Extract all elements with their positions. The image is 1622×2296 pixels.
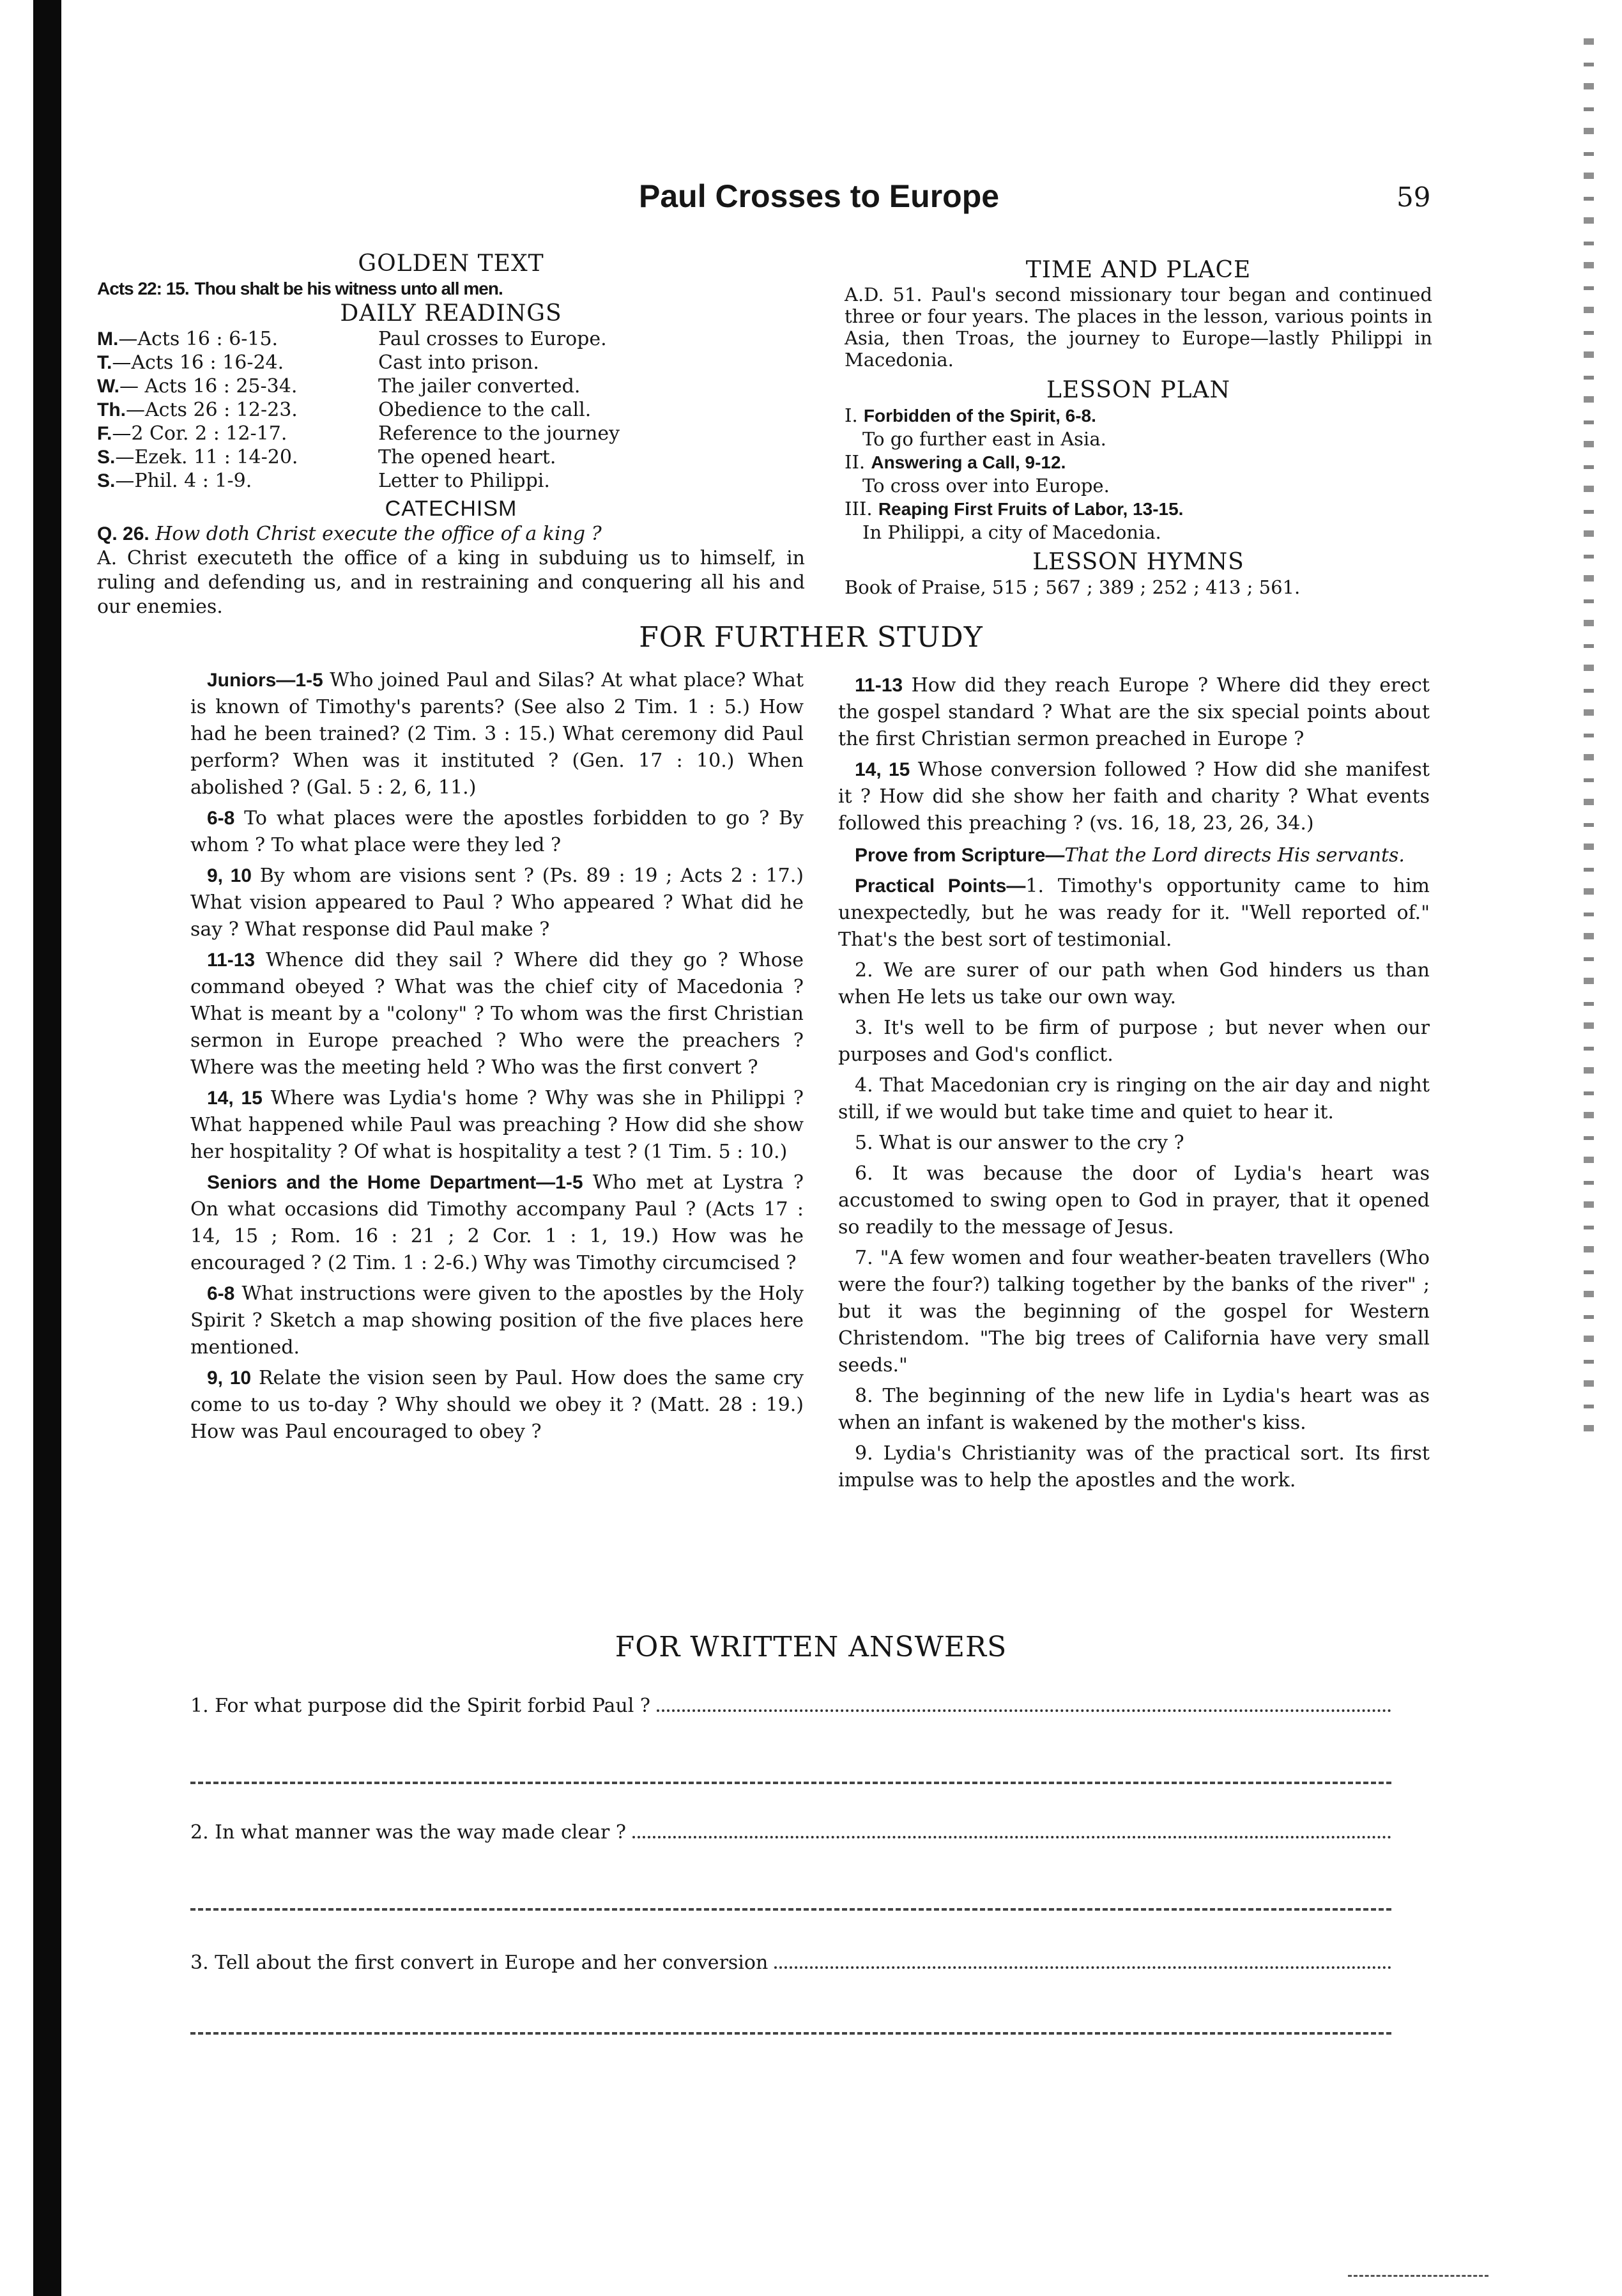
study-paragraph — [190, 1169, 804, 1277]
prove-from-scripture — [838, 842, 1430, 869]
golden-text-heading: GOLDEN TEXT — [358, 250, 544, 277]
lesson-plan-item — [845, 451, 1432, 474]
further-study-right-items — [838, 672, 1430, 837]
reading-ref — [97, 445, 378, 469]
reading-day: T. — [97, 352, 112, 373]
study-paragraph — [190, 805, 804, 859]
lesson-plan-num: I. — [845, 404, 858, 426]
answer-line[interactable] — [190, 1908, 1391, 1911]
reading-passage: —Acts 26 : 12-23. — [126, 399, 298, 421]
practical-point — [838, 1245, 1430, 1379]
reading-passage: — Acts 16 : 25-34. — [119, 375, 298, 397]
study-lead: Juniors—1-5 — [207, 670, 323, 691]
practical-point — [838, 1440, 1430, 1494]
page-edge-dash — [1348, 2275, 1488, 2277]
practical-point — [838, 1160, 1430, 1241]
study-paragraph — [190, 667, 804, 801]
study-lead: 11-13 — [207, 950, 256, 971]
lesson-plan-sub: To cross over into Europe. — [862, 475, 1110, 497]
practical-text: 1. Timothy's opportunity came to him unexpectedly, but he was ready for it. "Well reported of." That's the best sort of testimonial. — [838, 875, 1430, 951]
daily-readings-list — [97, 327, 805, 493]
reading-passage: —2 Cor. 2 : 12-17. — [112, 422, 287, 445]
study-lead: 14, 15 — [207, 1088, 263, 1109]
study-text: To what places were the apostles forbidden to go ? By whom ? To what place were they led ? — [190, 807, 804, 856]
reading-day: Th. — [97, 399, 126, 420]
reading-day: W. — [97, 376, 119, 397]
lesson-plan-title: Reaping First Fruits of Labor, 13-15. — [878, 499, 1184, 519]
reading-day: S. — [97, 447, 116, 468]
practical-text: 2. We are surer of our path when God hinders us than when He lets us take our own way. — [838, 959, 1430, 1008]
study-paragraph — [838, 757, 1430, 837]
further-study-left-column — [190, 667, 804, 1449]
reading-topic: Cast into prison. — [378, 351, 539, 374]
right-top-column — [845, 257, 1432, 599]
practical-point — [838, 1130, 1430, 1157]
practical-point — [838, 1072, 1430, 1126]
study-text: Who joined Paul and Silas? At what place? What is known of Timothy's parents? (See also 2 Tim. 1 : 5.) How had he been trained? (2 Tim. 3 : 15.) What ceremony did Paul perform? When was it instituted ? (Gen. 17 : 10.) When abolished ? (Gal. 5 : 2, 6, 11.) — [190, 669, 804, 799]
practical-points — [838, 873, 1430, 1494]
study-text: Who met at Lystra ? On what occasions did Timothy accompany Paul ? (Acts 17 : 14, 15 ; Rom. 16 : 21 ; 2 Cor. 1 : 1, 19.) How was he encouraged ? (2 Tim. 1 : 2-6.) Why was Timothy circumcised ? — [190, 1171, 804, 1274]
catechism-heading: CATECHISM — [385, 497, 517, 521]
prove-text: That the Lord directs His servants. — [1064, 844, 1405, 867]
practical-point — [838, 873, 1430, 953]
practical-text: 6. It was because the door of Lydia's heart was accustomed to swing open to God in prayer, that it opened so readily to the message of Jesus. — [838, 1162, 1430, 1238]
study-text: Where was Lydia's home ? Why was she in Philippi ? What happened while Paul was preaching ? How did she show her hospitality ? Of what is hospitality a test ? (1 Tim. 5 : 10.) — [190, 1087, 804, 1163]
answer-line[interactable] — [632, 1835, 1391, 1838]
answer-line[interactable] — [774, 1965, 1391, 1969]
lesson-plan-title: Answering a Call, 9-12. — [871, 452, 1066, 472]
study-text: Whose conversion followed ? How did she manifest it ? How did she show her faith and charity ? What events followed this preaching ? (vs. 16, 18, 23, 26, 34.) — [838, 759, 1430, 835]
reading-day: F. — [97, 423, 112, 444]
lesson-plan-num: II. — [845, 451, 866, 473]
reading-topic: Reference to the journey — [378, 422, 620, 445]
practical-text: 7. "A few women and four weather-beaten travellers (Who were the four?) talking together by the banks of the river" ; but it was the beginning of the gospel for Western Christendom. "The big trees of California have very small seeds." — [838, 1247, 1430, 1376]
reading-ref — [97, 374, 378, 398]
study-paragraph — [190, 1281, 804, 1361]
study-text: How did they reach Europe ? Where did they erect the gospel standard ? What are the six special points about the first Christian sermon preached in Europe ? — [838, 674, 1430, 750]
lesson-plan-sub: To go further east in Asia. — [862, 428, 1106, 450]
practical-point — [838, 1383, 1430, 1437]
study-lead: 6-8 — [207, 1283, 235, 1304]
study-text: Relate the vision seen by Paul. How does the same cry come to us to-day ? Why should we obey it ? (Matt. 28 : 19.) How was Paul encouraged to obey ? — [190, 1367, 804, 1443]
page-edge-marks — [1584, 38, 1594, 1444]
reading-topic: The opened heart. — [378, 446, 556, 468]
left-top-column — [97, 250, 805, 619]
time-place-heading: TIME AND PLACE — [1025, 257, 1251, 283]
study-paragraph — [190, 1085, 804, 1166]
practical-point — [838, 957, 1430, 1011]
study-text: By whom are visions sent ? (Ps. 89 : 19 ; Acts 2 : 17.) What vision appeared to Paul ? Who appeared ? What did he say ? What response did Paul make ? — [190, 865, 804, 941]
study-lead: 11-13 — [855, 675, 903, 696]
lesson-hymns-text: Book of Praise, 515 ; 567 ; 389 ; 252 ; 413 ; 561. — [845, 576, 1301, 598]
study-paragraph — [190, 947, 804, 1081]
answer-line[interactable] — [657, 1708, 1391, 1712]
lesson-plan-item — [845, 404, 1432, 428]
reading-ref — [97, 351, 378, 374]
time-place-text: A.D. 51. Paul's second missionary tour began and continued three or four years. The places in the lesson, various points in Asia, then Troas, the journey to Europe—lastly Philippi in Macedonia. — [845, 284, 1432, 371]
golden-text — [97, 277, 805, 300]
reading-ref — [97, 469, 378, 493]
lesson-plan-title: Forbidden of the Spirit, 6-8. — [863, 406, 1096, 426]
written-question-2 — [190, 1821, 1391, 1844]
lesson-plan-heading: LESSON PLAN — [1046, 377, 1230, 403]
lesson-hymns-heading: LESSON HYMNS — [1032, 549, 1244, 575]
golden-text-body: Thou shalt be his witness unto all men. — [194, 279, 503, 298]
catechism-answer: A. Christ executeth the office of a king in subduing us to himself, in ruling and defending us, and in restraining and conquering all his and our enemies. — [97, 547, 805, 618]
lesson-plan-num: III. — [845, 498, 873, 520]
study-paragraph — [190, 863, 804, 943]
binding-edge — [33, 0, 61, 2296]
page-number: 59 — [1396, 181, 1431, 213]
reading-topic: Paul crosses to Europe. — [378, 328, 607, 350]
prove-lead: Prove from Scripture— — [855, 845, 1065, 866]
reading-ref — [97, 422, 378, 445]
study-lead: 14, 15 — [855, 759, 910, 780]
reading-day: M. — [97, 328, 119, 350]
practical-text: 5. What is our answer to the cry ? — [855, 1132, 1184, 1154]
study-lead: 9, 10 — [207, 865, 252, 886]
reading-topic: The jailer converted. — [378, 375, 581, 397]
reading-passage: —Phil. 4 : 1-9. — [115, 470, 252, 492]
written-question-1 — [190, 1695, 1391, 1717]
reading-ref — [97, 398, 378, 422]
lesson-plan-item — [845, 497, 1432, 521]
daily-readings-heading: DAILY READINGS — [340, 300, 562, 327]
study-lead: Seniors and the Home Department—1-5 — [207, 1172, 583, 1193]
answer-line[interactable] — [190, 2032, 1391, 2035]
practical-text: 8. The beginning of the new life in Lydia's heart was as when an infant is wakened by the mother's kiss. — [838, 1385, 1430, 1434]
reading-ref — [97, 327, 378, 351]
reading-passage: —Acts 16 : 16-24. — [112, 351, 284, 374]
written-answers-heading: FOR WRITTEN ANSWERS — [615, 1631, 1007, 1663]
lesson-plan-sub: In Philippi, a city of Macedonia. — [862, 521, 1161, 543]
written-question-3-text: 3. Tell about the first convert in Europe and her conversion — [190, 1952, 769, 1974]
reading-passage: —Acts 16 : 6-15. — [118, 328, 279, 350]
reading-topic: Letter to Philippi. — [378, 470, 550, 492]
practical-text: 3. It's well to be firm of purpose ; but never when our purposes and God's conflict. — [838, 1017, 1430, 1066]
lesson-plan-list — [845, 404, 1432, 544]
catechism-q-text: How doth Christ execute the office of a king ? — [155, 523, 602, 545]
reading-day: S. — [97, 470, 116, 491]
catechism-question — [97, 522, 805, 546]
answer-line[interactable] — [190, 1782, 1391, 1784]
further-study-right-column — [838, 672, 1430, 1498]
reading-topic: Obedience to the call. — [378, 399, 592, 421]
golden-text-reference: Acts 22: 15. — [97, 279, 189, 298]
page-title: Paul Crosses to Europe — [639, 178, 1000, 214]
practical-text: 4. That Macedonian cry is ringing on the air day and night still, if we would but take time and quiet to hear it. — [838, 1074, 1430, 1123]
study-text: What instructions were given to the apostles by the Holy Spirit ? Sketch a map showing position of the five places here mentioned. — [190, 1283, 804, 1359]
practical-point — [838, 1015, 1430, 1068]
study-lead: 9, 10 — [207, 1368, 252, 1389]
study-text: Whence did they sail ? Where did they go ? Whose command obeyed ? What was the chief city of Macedonia ? What is meant by a "colony" ? To whom was the first Christian sermon in Europe preached ? Who were the preachers ? Where was the meeting held ? Who was the first convert ? — [190, 949, 804, 1079]
study-lead: 6-8 — [207, 808, 235, 829]
study-paragraph — [838, 672, 1430, 753]
written-question-3 — [190, 1952, 1391, 1974]
catechism-q-label: Q. 26. — [97, 523, 149, 544]
further-study-heading: FOR FURTHER STUDY — [639, 621, 983, 654]
written-question-2-text: 2. In what manner was the way made clear ? — [190, 1821, 626, 1844]
study-paragraph — [190, 1365, 804, 1445]
written-question-1-text: 1. For what purpose did the Spirit forbid Paul ? — [190, 1695, 650, 1717]
practical-text: 9. Lydia's Christianity was of the practical sort. Its first impulse was to help the apostles and the work. — [838, 1442, 1430, 1491]
reading-passage: —Ezek. 11 : 14-20. — [115, 446, 298, 468]
practical-lead: Practical Points— — [855, 875, 1026, 897]
